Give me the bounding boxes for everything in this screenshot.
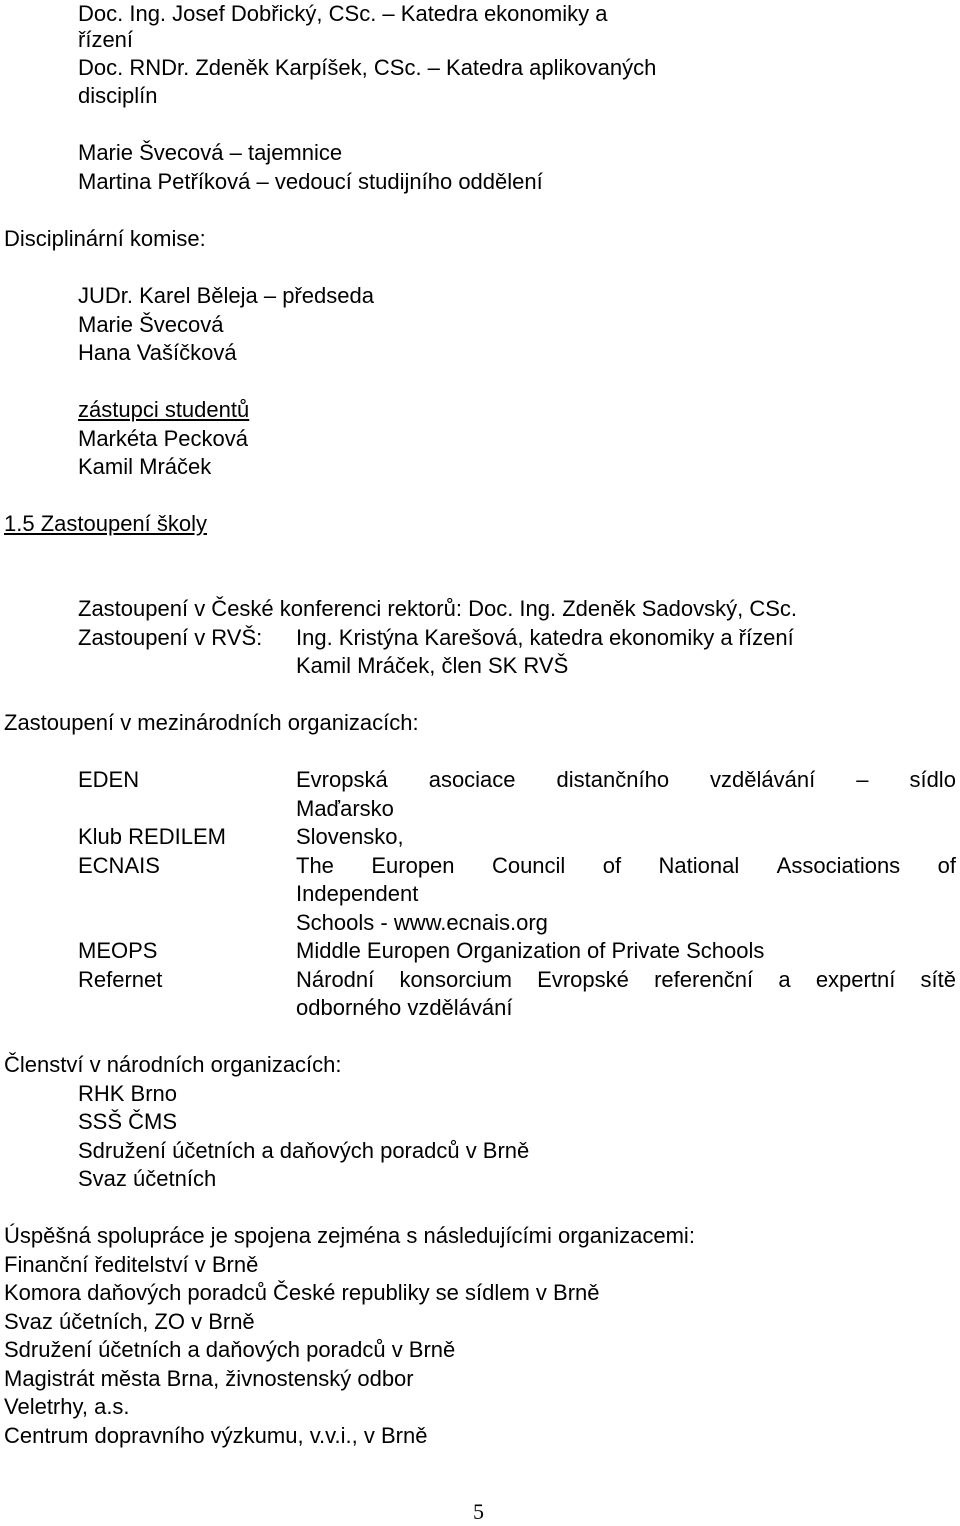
rvs-label: Zastoupení v RVŠ: (78, 625, 263, 650)
org-abbr-eden: EDEN (78, 767, 140, 792)
faculty-2-line2: disciplín (78, 83, 158, 108)
staff-secretary: Marie Švecová – tajemnice (78, 140, 343, 165)
international-heading: Zastoupení v mezinárodních organizacích: (4, 710, 419, 735)
cooperation-item: Svaz účetních, ZO v Brně (4, 1309, 255, 1334)
org-abbr-meops: MEOPS (78, 938, 158, 963)
org-desc-refernet (296, 966, 956, 994)
org-desc-ecnais (296, 852, 956, 880)
word: Europen (371, 853, 455, 878)
word: vzdělávání (710, 767, 816, 792)
disciplinary-member: Marie Švecová (78, 312, 224, 337)
national-item: SSŠ ČMS (78, 1109, 178, 1134)
word: – (856, 767, 869, 792)
cooperation-item: Sdružení účetních a daňových poradců v Brně (4, 1337, 456, 1362)
word: asociace (428, 767, 516, 792)
org-desc-meops: Middle Europen Organization of Private Schools (296, 938, 765, 963)
org-abbr-ecnais: ECNAIS (78, 853, 160, 878)
word: Národní (296, 967, 375, 992)
word: Associations (776, 853, 901, 878)
page-number: 5 (473, 1499, 484, 1524)
word: expertní (815, 967, 896, 992)
word: a (778, 967, 791, 992)
faculty-1-line2: řízení (78, 27, 134, 52)
cooperation-item: Centrum dopravního výzkumu, v.v.i., v Brně (4, 1423, 428, 1448)
cooperation-heading: Úspěšná spolupráce je spojena zejména s následujícími organizacemi: (4, 1223, 695, 1248)
crc-representation: Zastoupení v České konferenci rektorů: Doc. Ing. Zdeněk Sadovský, CSc. (78, 596, 798, 621)
faculty-2-line1: Doc. RNDr. Zdeněk Karpíšek, CSc. – Katedra aplikovaných (78, 55, 657, 80)
org-desc-redilem: Slovensko, (296, 824, 404, 849)
cooperation-item: Veletrhy, a.s. (4, 1394, 130, 1419)
student-rep: Kamil Mráček (78, 454, 212, 479)
student-rep: Markéta Pecková (78, 426, 248, 451)
word: Evropské (537, 967, 629, 992)
students-heading: zástupci studentů (78, 397, 250, 422)
org-desc-eden (296, 766, 956, 794)
rvs-member: Ing. Kristýna Karešová, katedra ekonomiky a řízení (296, 625, 794, 650)
word: sídlo (909, 767, 956, 792)
org-desc-refernet-line2: odborného vzdělávání (296, 995, 513, 1020)
word: Council (491, 853, 566, 878)
cooperation-item: Finanční ředitelství v Brně (4, 1252, 259, 1277)
national-item: Sdružení účetních a daňových poradců v Brně (78, 1138, 530, 1163)
cooperation-item: Komora daňových poradců České republiky se sídlem v Brně (4, 1280, 600, 1305)
faculty-1-line1: Doc. Ing. Josef Dobřický, CSc. – Katedra ekonomiky a (78, 1, 608, 26)
staff-study-head: Martina Petříková – vedoucí studijního oddělení (78, 169, 543, 194)
org-abbr-refernet: Refernet (78, 967, 163, 992)
cooperation-item: Magistrát města Brna, živnostenský odbor (4, 1366, 414, 1391)
word: Evropská (296, 767, 388, 792)
disciplinary-member: JUDr. Karel Běleja – předseda (78, 283, 374, 308)
disciplinary-member: Hana Vašíčková (78, 340, 237, 365)
org-desc-ecnais-line3: Schools - www.ecnais.org (296, 910, 548, 935)
word: sítě (920, 967, 956, 992)
disciplinary-heading: Disciplinární komise: (4, 226, 206, 251)
national-item: Svaz účetních (78, 1166, 217, 1191)
word: of (937, 853, 956, 878)
word: distančního (556, 767, 670, 792)
org-abbr-redilem: Klub REDILEM (78, 824, 226, 849)
section-heading: 1.5 Zastoupení školy (4, 511, 208, 536)
national-heading: Členství v národních organizacích: (4, 1052, 342, 1077)
word: The (296, 853, 334, 878)
word: konsorcium (399, 967, 512, 992)
word: National (658, 853, 740, 878)
national-item: RHK Brno (78, 1081, 178, 1106)
rvs-member: Kamil Mráček, člen SK RVŠ (296, 653, 569, 678)
word: of (602, 853, 622, 878)
org-desc-eden-line2: Maďarsko (296, 796, 394, 821)
org-desc-ecnais-line2: Independent (296, 881, 419, 906)
word: referenční (654, 967, 754, 992)
